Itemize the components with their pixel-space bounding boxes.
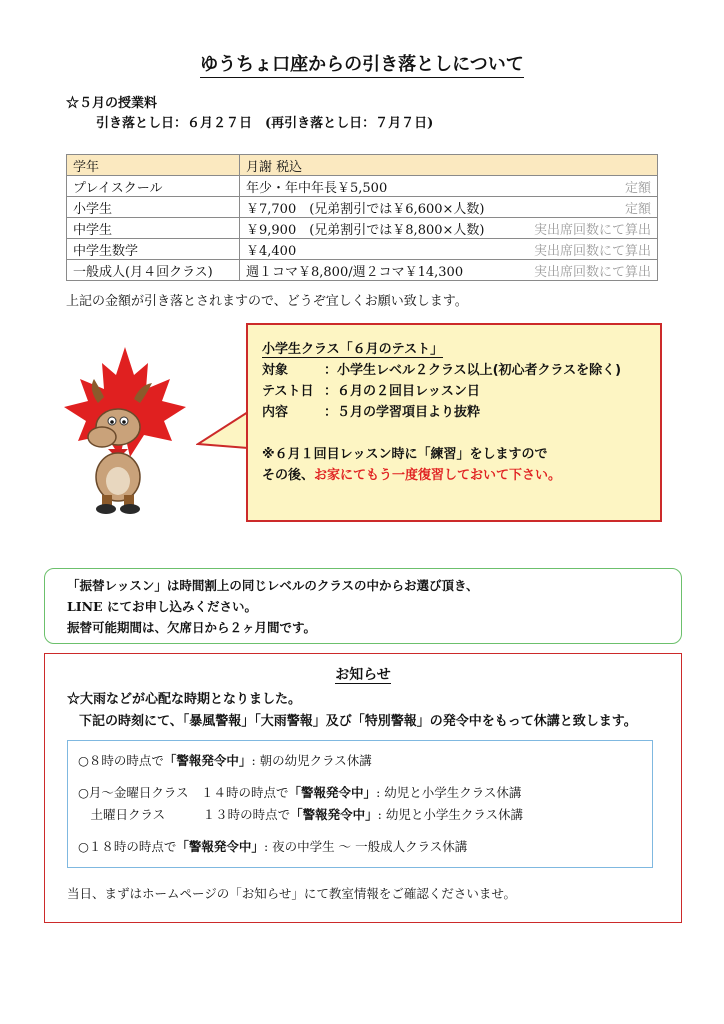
grade-cell: プレイスクール bbox=[67, 176, 240, 197]
callout-row: テスト日 ：６月の２回目レッスン日 bbox=[262, 384, 480, 399]
test-announcement-callout bbox=[246, 323, 662, 522]
grade-cell: 一般成人(月４回クラス) bbox=[67, 260, 240, 281]
table-row bbox=[67, 197, 658, 218]
grade-cell: 小学生 bbox=[67, 197, 240, 218]
warning-rules-box bbox=[67, 740, 653, 868]
callout-note: ※６月１回目レッスン時に「練習」をしますので bbox=[262, 447, 548, 462]
tuition-heading: ☆５月の授業料 bbox=[66, 96, 158, 111]
withdrawal-date: 引き落とし日：６月２７日 (再引き落とし日：７月７日) bbox=[96, 116, 434, 131]
callout-note: その後、お家にてもう一度復習しておいて下さい。 bbox=[262, 468, 562, 483]
grade-cell: 中学生 bbox=[67, 218, 240, 239]
warning-rule: ○月～金曜日クラス １４時の時点で「警報発令中」: 幼児と小学生クラス休講 bbox=[78, 785, 522, 800]
fee-note: 実出席回数にて算出 bbox=[533, 264, 651, 280]
makeup-line: 振替可能期間は、欠席日から２ヶ月間です。 bbox=[67, 620, 317, 635]
notice-line: ☆大雨などが心配な時期となりました。 bbox=[67, 692, 302, 707]
header-fee: 月謝 税込 bbox=[240, 155, 658, 176]
fee-cell: 週１コマ￥8,800/週２コマ￥14,300 実出席回数にて算出 bbox=[240, 260, 658, 281]
makeup-lesson-box bbox=[44, 568, 682, 644]
notice-title: お知らせ bbox=[335, 667, 391, 683]
page-title: ゆうちょ口座からの引き落としについて bbox=[0, 50, 724, 76]
fee-note: 定額 bbox=[624, 180, 651, 196]
table-footnote: 上記の金額が引き落とされますので、どうぞ宜しくお願い致します。 bbox=[66, 294, 468, 309]
fee-cell: ￥7,700 (兄弟割引では￥6,600×人数) 定額 bbox=[240, 197, 658, 218]
makeup-line: 「振替レッスン」は時間割上の同じレベルのクラスの中からお選び頂き、 bbox=[67, 578, 479, 593]
header-grade: 学年 bbox=[67, 155, 240, 176]
notice-line: 下記の時刻にて、「暴風警報」「大雨警報」及び「特別警報」の発令中をもって休講と致します。 bbox=[79, 714, 637, 729]
fee-cell: 年少・年中年長￥5,500 定額 bbox=[240, 176, 658, 197]
table-header-row bbox=[67, 155, 658, 176]
grade-cell: 中学生数学 bbox=[67, 239, 240, 260]
notice-footer: 当日、まずはホームページの「お知らせ」にて教室情報をご確認くださいませ。 bbox=[67, 886, 517, 901]
table-row bbox=[67, 218, 658, 239]
callout-title: 小学生クラス「６月のテスト」 bbox=[262, 342, 444, 357]
speech-bubble-tail bbox=[196, 408, 250, 458]
notice-box bbox=[44, 653, 682, 923]
fee-cell: ￥9,900 (兄弟割引では￥8,800×人数) 実出席回数にて算出 bbox=[240, 218, 658, 239]
callout-row: 対象 ：小学生レベル２クラス以上(初心者クラスを除く) bbox=[262, 363, 622, 378]
table-row bbox=[67, 260, 658, 281]
callout-highlight: お家にてもう一度復習しておいて下さい。 bbox=[314, 468, 562, 483]
fee-note: 実出席回数にて算出 bbox=[533, 243, 651, 259]
callout-row: 内容 ：５月の学習項目より抜粋 bbox=[262, 405, 481, 420]
table-row bbox=[67, 176, 658, 197]
maple-leaf-moose-icon bbox=[60, 345, 190, 515]
table-row bbox=[67, 239, 658, 260]
warning-rule: ○１８時の時点で「警報発令中」: 夜の中学生 ～ 一般成人クラス休講 bbox=[78, 839, 468, 854]
warning-rule: 土曜日クラス １３時の時点で「警報発令中」: 幼児と小学生クラス休講 bbox=[78, 807, 523, 822]
warning-rule: ○８時の時点で「警報発令中」: 朝の幼児クラス休講 bbox=[78, 753, 372, 768]
makeup-line: LINE にてお申し込みください。 bbox=[67, 599, 257, 614]
fee-cell: ￥4,400 実出席回数にて算出 bbox=[240, 239, 658, 260]
fee-note: 定額 bbox=[624, 201, 651, 217]
fee-table bbox=[66, 154, 658, 281]
fee-note: 実出席回数にて算出 bbox=[533, 222, 651, 238]
